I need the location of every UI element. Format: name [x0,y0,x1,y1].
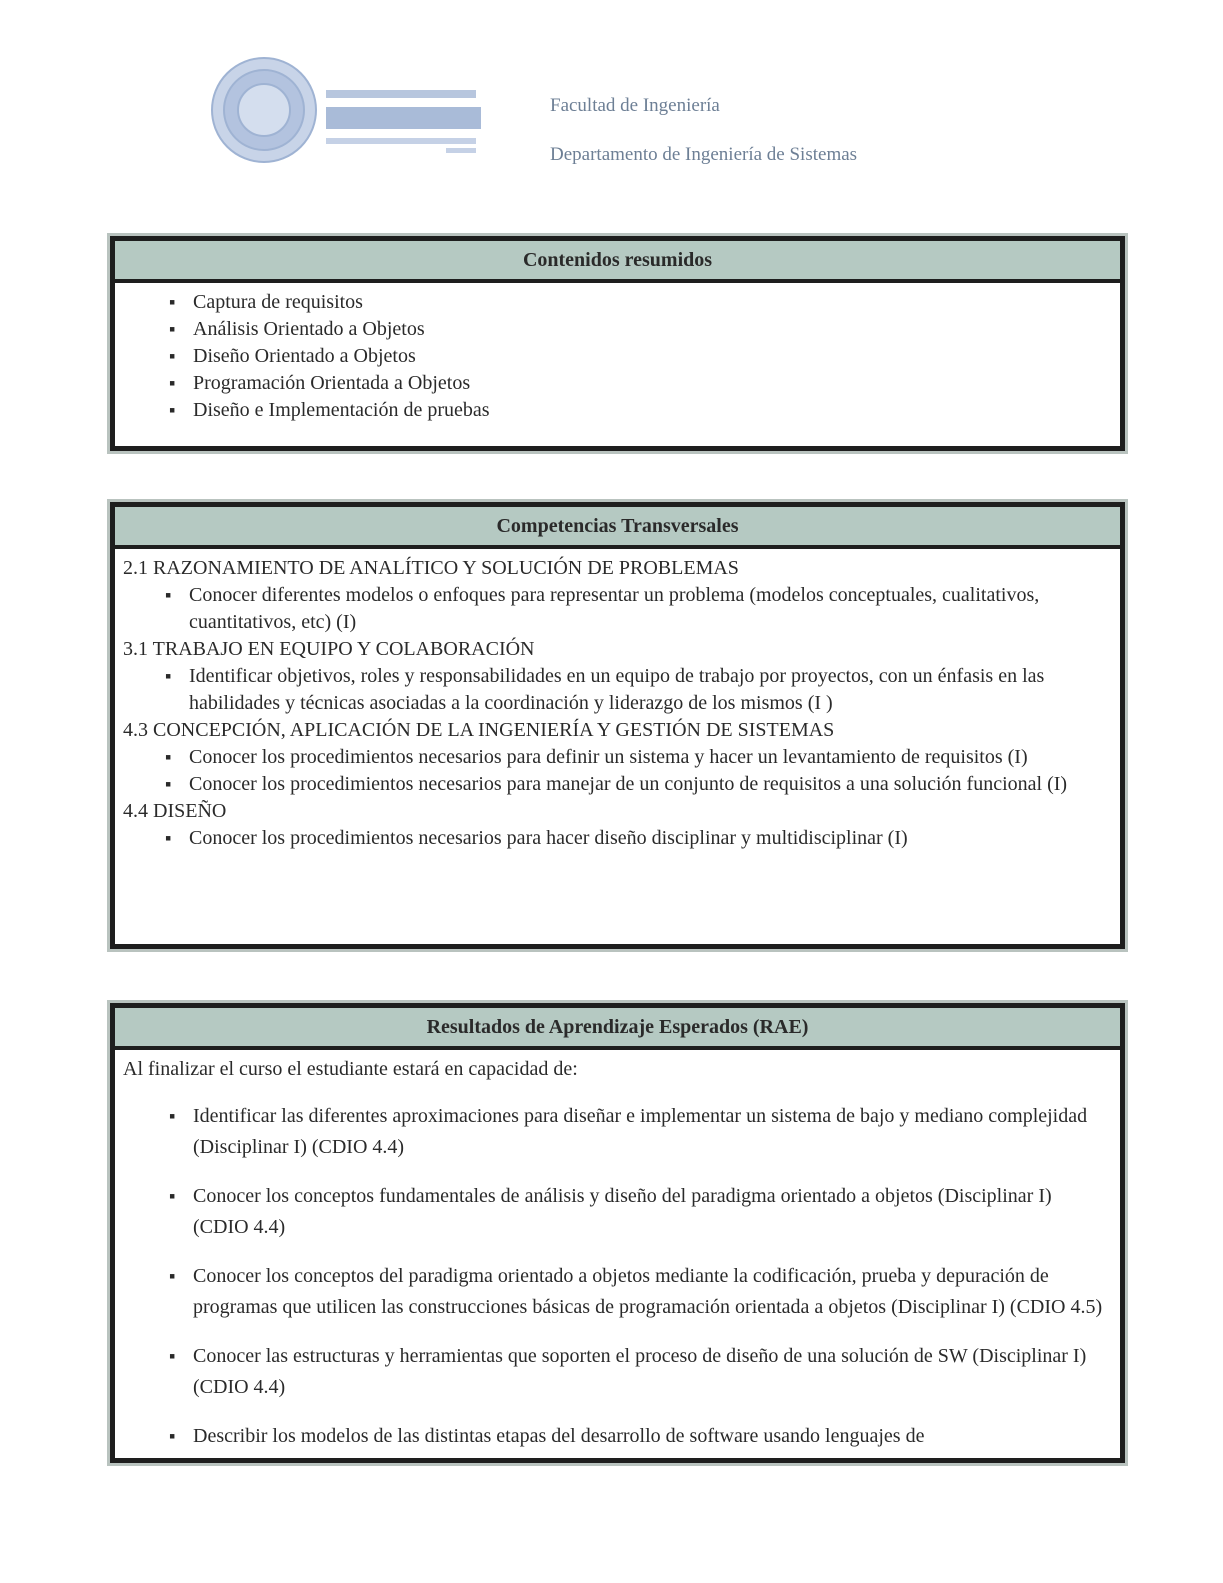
learning-outcomes-list [123,1101,1112,1452]
page-header [550,95,857,193]
competency-heading: 4.4 DISEÑO [123,800,227,822]
list-item: ▪ Identificar objetivos, roles y responsabilidades en un equipo de trabajo por proyectos, con un énfasis en las habilidades y técnicas asociadas a la coordinación y liderazgo de los mismos (I ) [119,663,1112,717]
contents-box-title: Contenidos resumidos [115,241,1120,283]
list-item: ▪ Diseño e Implementación de pruebas [123,397,1112,424]
list-item: ▪ Conocer los procedimientos necesarios para definir un sistema y hacer un levantamiento de requisitos (I) [119,744,1112,771]
contents-list [123,289,1112,424]
learning-outcomes-box [110,1003,1125,1463]
department-name: Departamento de Ingeniería de Sistemas [550,144,858,165]
list-item: ▪ Programación Orientada a Objetos [123,370,1112,397]
faculty-name: Facultad de Ingeniería [550,95,720,116]
list-item: ▪ Conocer los conceptos fundamentales de análisis y diseño del paradigma orientado a objetos (Disciplinar I) (CDIO 4.4) [123,1181,1112,1243]
list-item: ▪ Conocer los procedimientos necesarios para hacer diseño disciplinar y multidisciplinar (I) [119,825,1112,852]
list-item: ▪ Conocer los conceptos del paradigma orientado a objetos mediante la codificación, prueba y depuración de programas que utilicen las construcciones básicas de programación orientada a objetos (Disciplinar I) (CDIO 4.5) [123,1261,1112,1323]
list-item: ▪ Análisis Orientado a Objetos [123,316,1112,343]
learning-outcomes-box-title: Resultados de Aprendizaje Esperados (RAE) [115,1008,1120,1050]
list-item: ▪ Conocer los procedimientos necesarios para manejar de un conjunto de requisitos a una solución funcional (I) [119,771,1112,798]
list-item: ▪ Describir los modelos de las distintas etapas del desarrollo de software usando lenguajes de [123,1421,1112,1452]
list-item: ▪ Conocer diferentes modelos o enfoques para representar un problema (modelos conceptuales, cualitativos, cuantitativos, etc) (I) [119,582,1112,636]
learning-outcomes-intro: Al finalizar el curso el estudiante estará en capacidad de: [123,1058,578,1080]
list-item: ▪ Diseño Orientado a Objetos [123,343,1112,370]
competency-heading: 2.1 RAZONAMIENTO DE ANALÍTICO Y SOLUCIÓN DE PROBLEMAS [123,557,739,579]
competency-heading: 4.3 CONCEPCIÓN, APLICACIÓN DE LA INGENIERÍA Y GESTIÓN DE SISTEMAS [123,719,835,741]
competencies-box [110,502,1125,949]
competency-heading: 3.1 TRABAJO EN EQUIPO Y COLABORACIÓN [123,638,535,660]
competencies-box-title: Competencias Transversales [115,507,1120,549]
list-item: ▪ Identificar las diferentes aproximaciones para diseñar e implementar un sistema de bajo y mediano complejidad (Disciplinar I) (CDIO 4.4) [123,1101,1112,1163]
university-logo [206,52,486,167]
list-item: ▪ Captura de requisitos [123,289,1112,316]
list-item: ▪ Conocer las estructuras y herramientas que soporten el proceso de diseño de una solución de SW (Disciplinar I) (CDIO 4.4) [123,1341,1112,1403]
contents-box [110,236,1125,451]
